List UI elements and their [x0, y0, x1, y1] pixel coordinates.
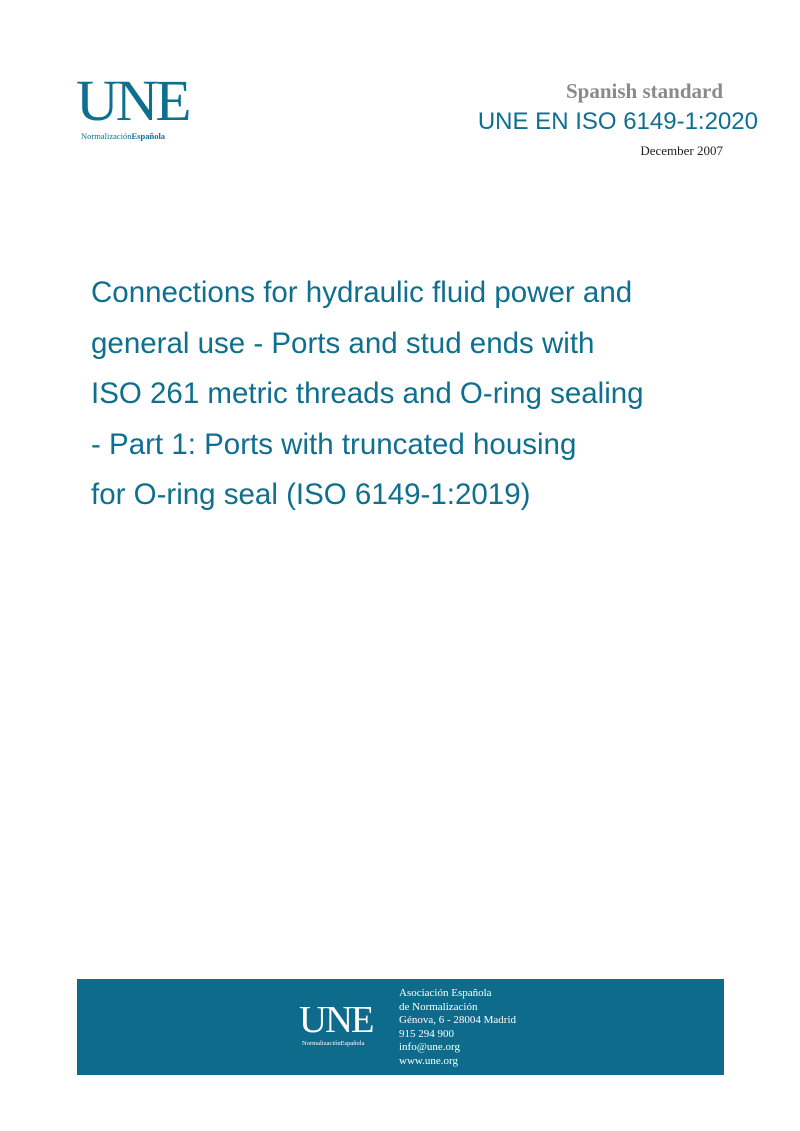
title-line: - Part 1: Ports with truncated housing — [91, 427, 577, 461]
une-logo — [76, 68, 206, 146]
footer-une-logo — [299, 999, 389, 1053]
footer-logo-subtitle-bold: Española — [340, 1040, 365, 1047]
footer-logo-subtitle — [302, 1040, 364, 1047]
standard-label: Spanish standard — [566, 79, 723, 103]
footer-logo-letters: UNE — [299, 999, 373, 1041]
title-line: Connections for hydraulic fluid power and — [91, 276, 633, 309]
footer-phone: 915 294 900 — [399, 1027, 454, 1040]
footer-banner — [77, 979, 724, 1075]
footer-logo-subtitle-regular: Normalización — [302, 1040, 341, 1047]
title-line: general use - Ports and stud ends with — [91, 326, 595, 360]
standard-date: December 2007 — [640, 143, 723, 158]
title-line: for O-ring seal (ISO 6149-1:2019) — [91, 478, 531, 511]
footer-email: info@une.org — [399, 1041, 460, 1054]
footer-org-name: Asociación Española — [399, 987, 492, 999]
footer-org-name-2: de Normalización — [399, 1000, 478, 1013]
footer-website: www.une.org — [399, 1054, 458, 1067]
une-logo-subtitle-bold: Española — [131, 131, 166, 141]
document-title — [91, 268, 721, 521]
title-line: ISO 261 metric threads and O-ring sealing — [91, 377, 644, 410]
standard-code: UNE EN ISO 6149-1:2020 — [477, 108, 758, 135]
une-logo-subtitle-regular: Normalización — [81, 131, 132, 141]
une-logo-letters: UNE — [76, 68, 189, 133]
footer-address — [399, 987, 516, 1069]
footer-street: Génova, 6 - 28004 Madrid — [399, 1014, 517, 1027]
une-logo-subtitle — [81, 131, 165, 141]
